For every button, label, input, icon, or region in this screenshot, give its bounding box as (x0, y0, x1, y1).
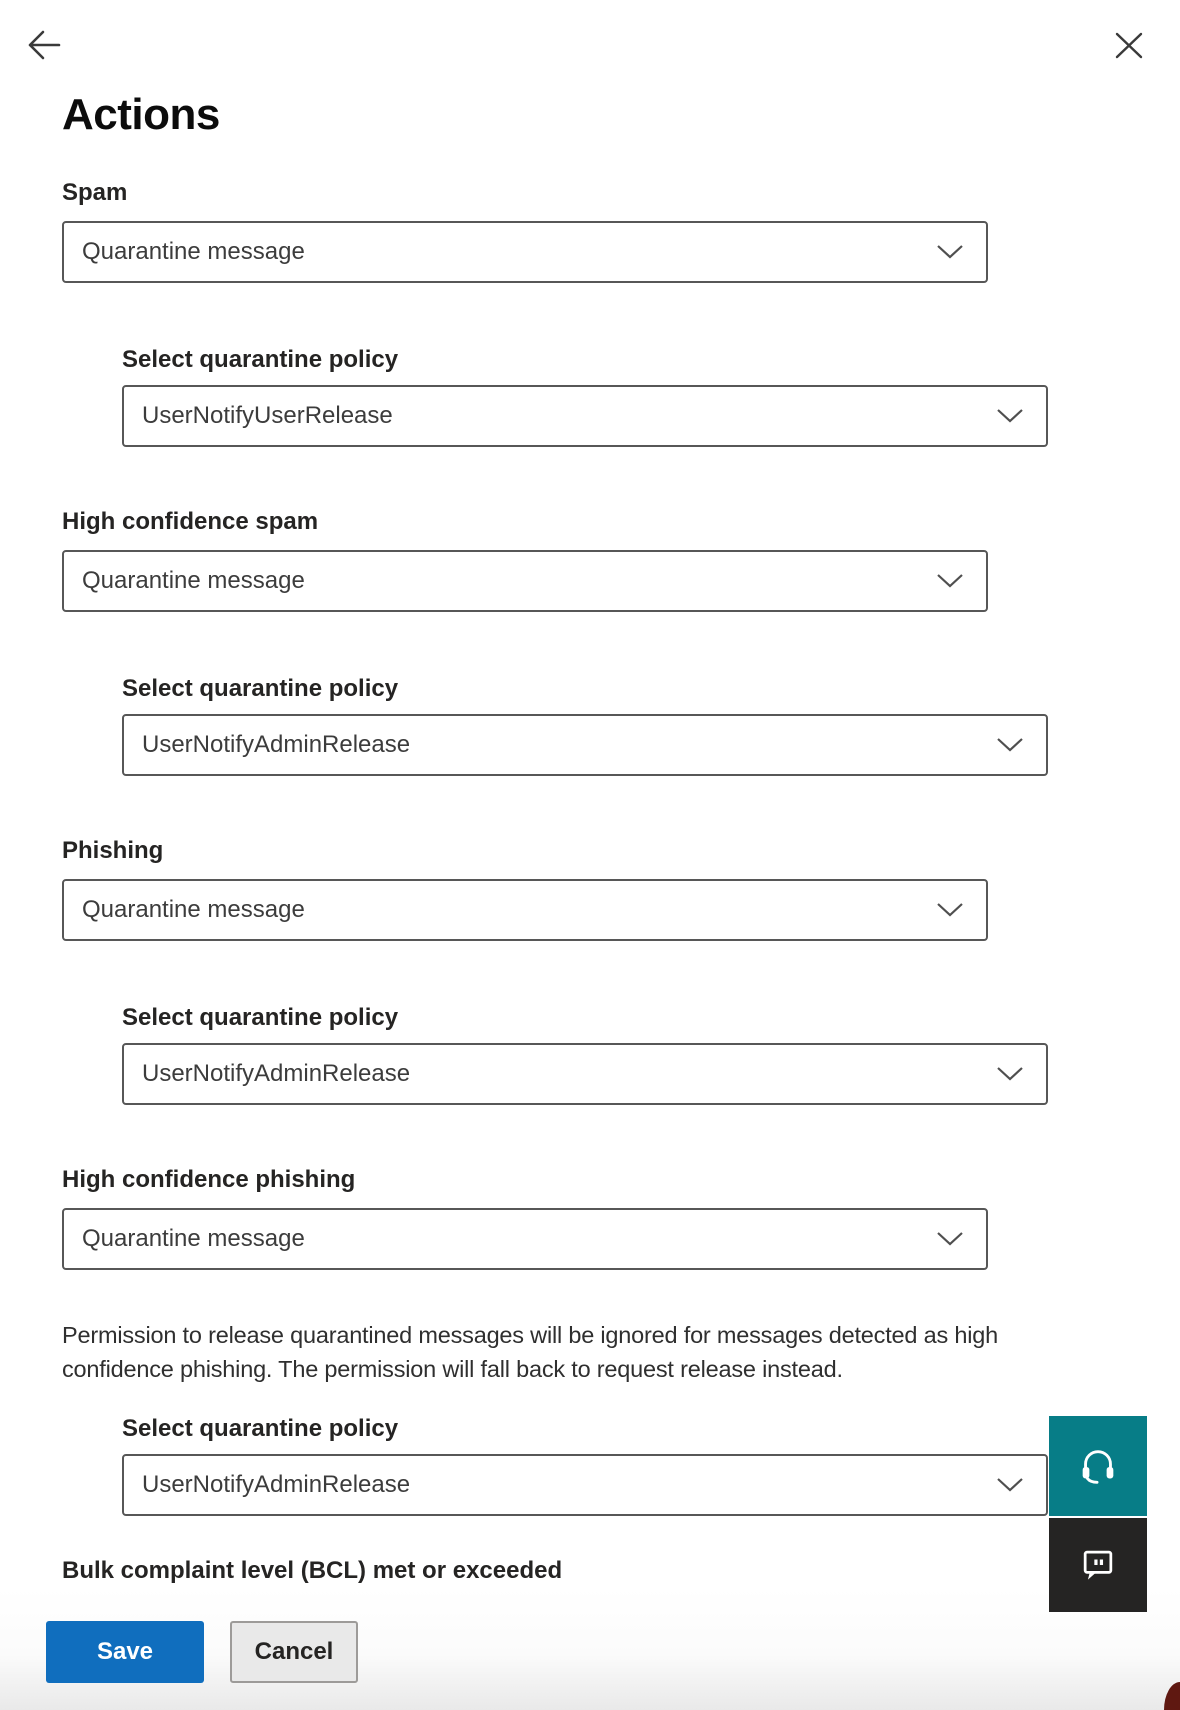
high-confidence-phishing-note: Permission to release quarantined messages will be ignored for messages detected as high confidence phishing. The permission will fall back to request release instead. (62, 1322, 998, 1382)
chevron-down-icon (936, 573, 964, 589)
feedback-widget-button[interactable] (1049, 1518, 1147, 1612)
footer-bar (0, 1588, 1180, 1710)
cancel-button[interactable]: Cancel (230, 1621, 358, 1683)
spam-label: Spam (62, 179, 128, 206)
chevron-down-icon (996, 1066, 1024, 1082)
high-confidence-spam-action-value: Quarantine message (82, 567, 305, 594)
spam-policy-value: UserNotifyUserRelease (142, 402, 393, 429)
spam-policy-dropdown[interactable] (122, 385, 1048, 447)
phishing-action-dropdown[interactable] (62, 879, 988, 941)
chevron-down-icon (996, 737, 1024, 753)
high-confidence-phishing-policy-value: UserNotifyAdminRelease (142, 1471, 411, 1498)
high-confidence-spam-label: High confidence spam (62, 508, 319, 535)
chevron-down-icon (996, 1477, 1024, 1493)
high-confidence-spam-action-dropdown[interactable] (62, 550, 988, 612)
chevron-down-icon (936, 902, 964, 918)
high-confidence-phishing-action-value: Quarantine message (82, 1225, 305, 1252)
high-confidence-phishing-label: High confidence phishing (62, 1166, 356, 1193)
headset-icon (1075, 1443, 1121, 1489)
phishing-policy-value: UserNotifyAdminRelease (142, 1060, 411, 1087)
save-button[interactable]: Save (46, 1621, 204, 1683)
high-confidence-spam-policy-dropdown[interactable] (122, 714, 1048, 776)
page-title: Actions (62, 90, 220, 139)
chevron-down-icon (936, 244, 964, 260)
phishing-policy-label: Select quarantine policy (122, 1004, 399, 1031)
spam-action-dropdown[interactable] (62, 221, 988, 283)
bulk-complaint-level-label: Bulk complaint level (BCL) met or exceeded (62, 1557, 563, 1584)
high-confidence-phishing-policy-dropdown[interactable] (122, 1454, 1048, 1516)
high-confidence-spam-policy-label: Select quarantine policy (122, 675, 399, 702)
actions-form (62, 142, 1052, 1586)
high-confidence-phishing-policy-label: Select quarantine policy (122, 1415, 399, 1442)
close-button[interactable] (1114, 31, 1144, 60)
spam-action-value: Quarantine message (82, 238, 305, 265)
chat-bubble-icon (1076, 1543, 1120, 1587)
phishing-policy-dropdown[interactable] (122, 1043, 1048, 1105)
spam-policy-label: Select quarantine policy (122, 346, 399, 373)
back-arrow-icon (26, 28, 62, 62)
back-button[interactable] (26, 28, 62, 62)
close-icon (1114, 31, 1144, 60)
chevron-down-icon (996, 408, 1024, 424)
phishing-action-value: Quarantine message (82, 896, 305, 923)
chevron-down-icon (936, 1231, 964, 1247)
phishing-label: Phishing (62, 837, 164, 864)
high-confidence-phishing-action-dropdown[interactable] (62, 1208, 988, 1270)
high-confidence-spam-policy-value: UserNotifyAdminRelease (142, 731, 411, 758)
support-widget-button[interactable] (1049, 1416, 1147, 1516)
